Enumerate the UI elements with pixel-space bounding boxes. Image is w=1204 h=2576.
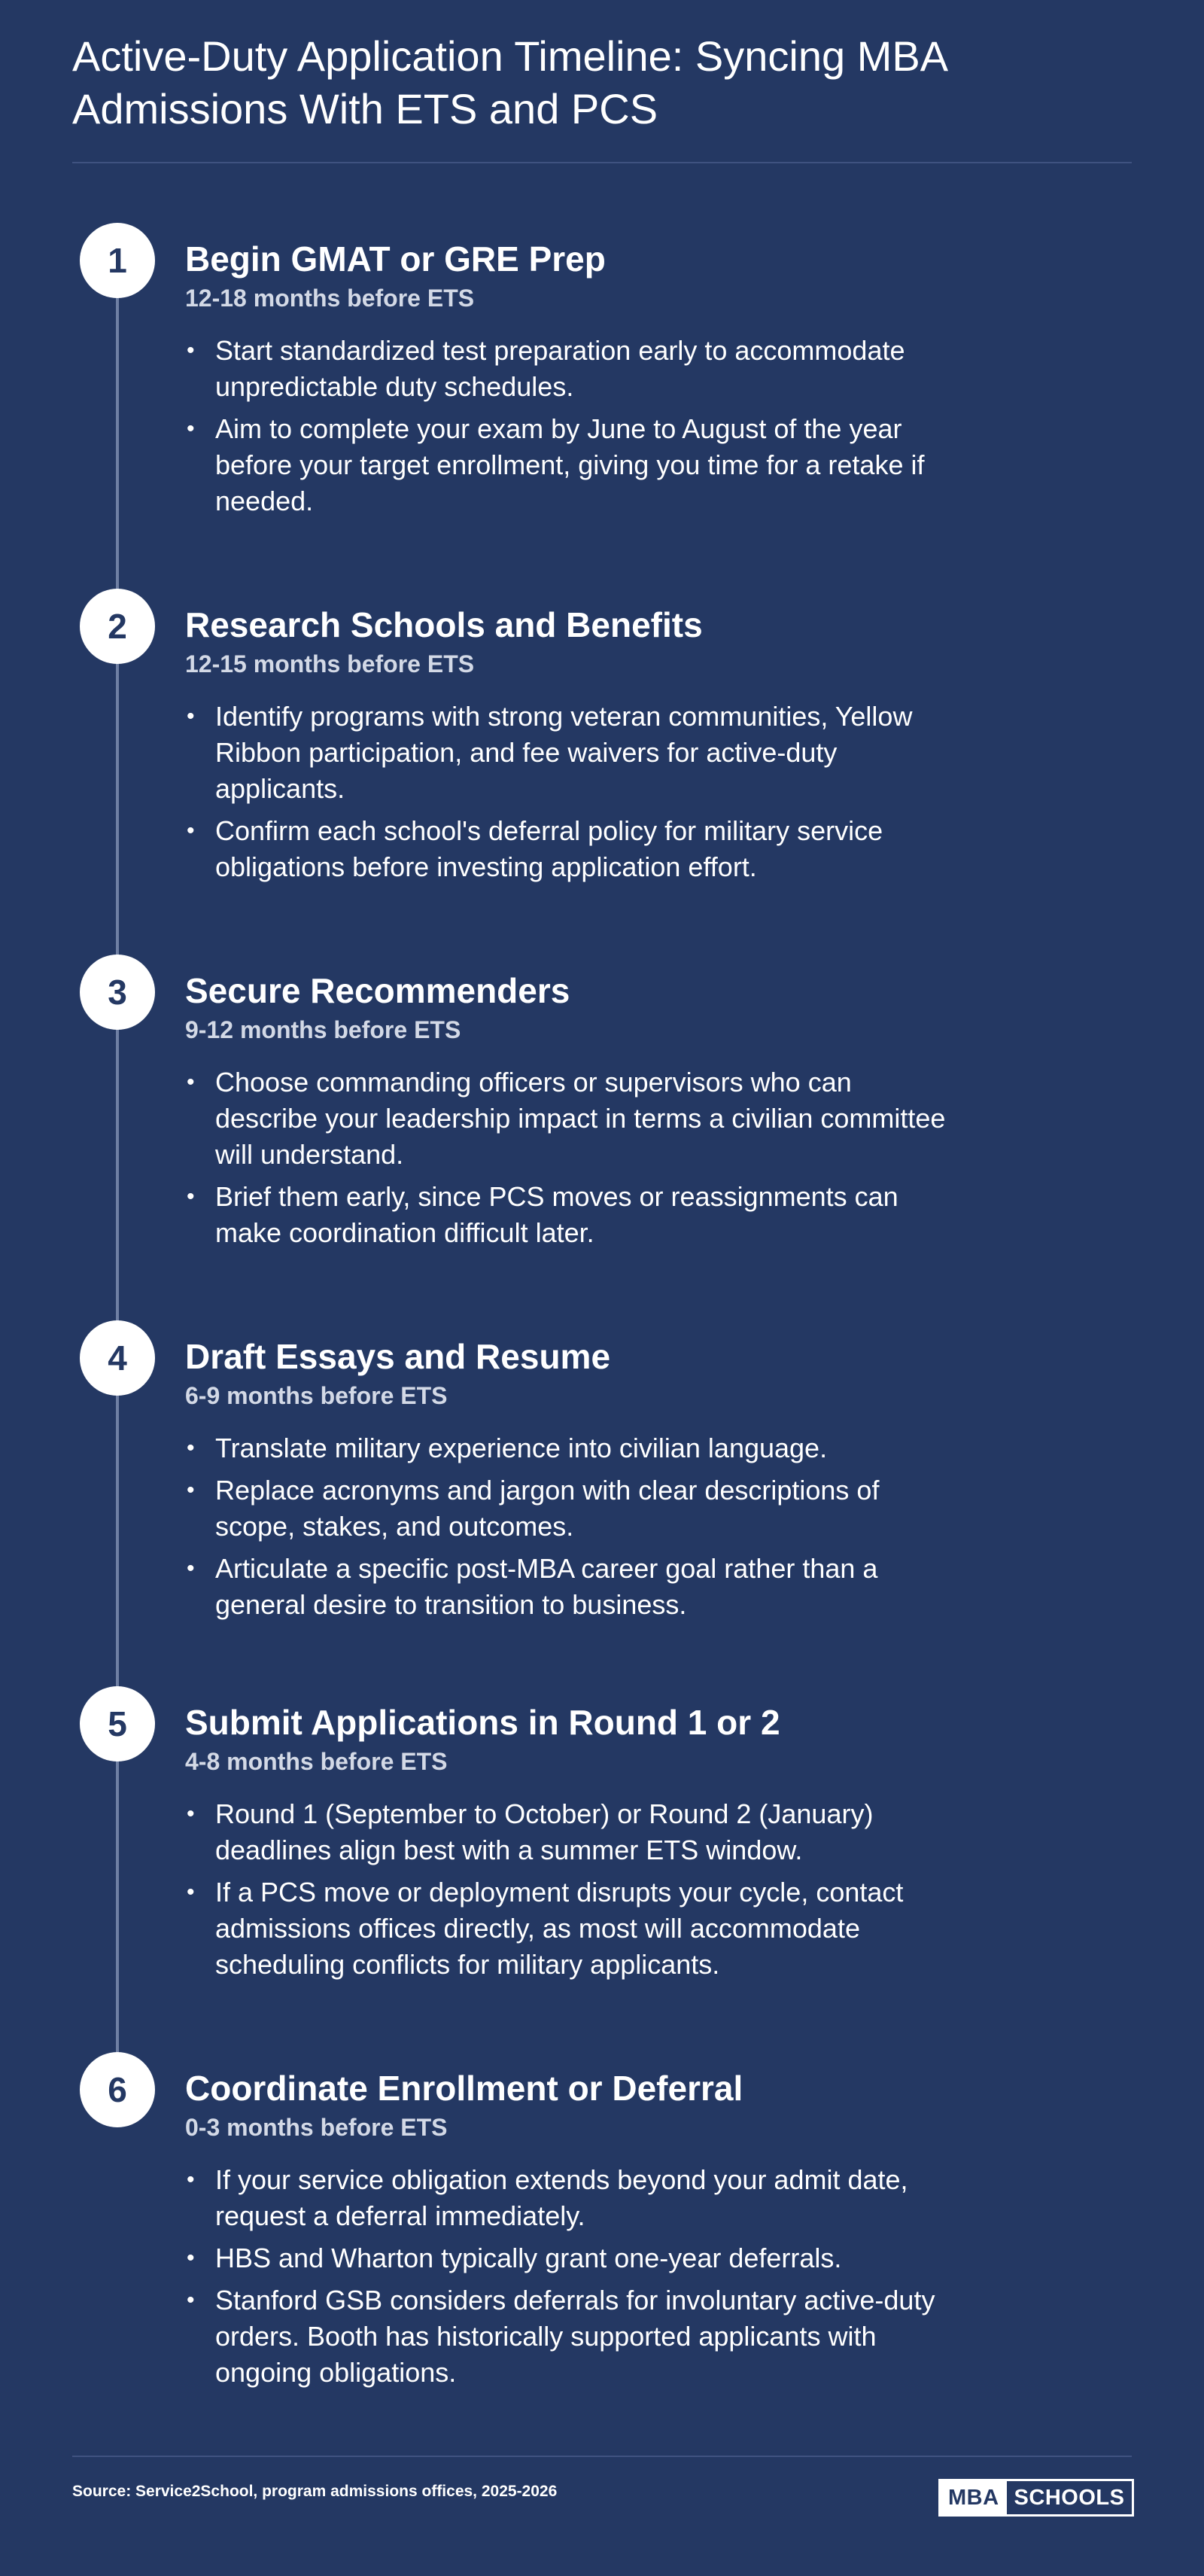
step-timing: 4-8 months before ETS — [185, 1748, 448, 1775]
step-bullet: • Round 1 (September to October) or Round 2 (January) deadlines align best with a summer ETS window. — [185, 1796, 953, 1868]
step-bullet: • Confirm each school's deferral policy for military service obligations before investing application effort. — [185, 813, 953, 885]
step-timing: 12-15 months before ETS — [185, 650, 475, 677]
step-title: Begin GMAT or GRE Prep — [185, 239, 606, 279]
mba-schools-logo — [938, 2479, 1134, 2517]
step-bullet: • Replace acronyms and jargon with clear descriptions of scope, stakes, and outcomes. — [185, 1472, 953, 1545]
step-bullet-list — [185, 1430, 953, 1629]
page-title: Active-Duty Application Timeline: Syncing MBA Admissions With ETS and PCS — [72, 32, 946, 132]
step-number-circle: 3 — [80, 955, 155, 1030]
step-number-circle: 6 — [80, 2052, 155, 2127]
step-bullet: • HBS and Wharton typically grant one-year deferrals. — [185, 2240, 953, 2276]
step-bullet: • Articulate a specific post-MBA career goal rather than a general desire to transition to business. — [185, 1551, 953, 1623]
step-bullet: • If your service obligation extends beyond your admit date, request a deferral immediately. — [185, 2162, 953, 2234]
step-timing: 6-9 months before ETS — [185, 1382, 448, 1409]
step-bullet: • Identify programs with strong veteran communities, Yellow Ribbon participation, and fee waivers for active-duty applicants. — [185, 699, 953, 807]
step-number-circle: 1 — [80, 223, 155, 298]
step-bullet: • Choose commanding officers or supervisors who can describe your leadership impact in terms a civilian committee will understand. — [185, 1064, 953, 1173]
step-number-circle: 5 — [80, 1686, 155, 1761]
step-bullet-list — [185, 1796, 953, 1989]
source-note: Source: Service2School, program admissions offices, 2025-2026 — [72, 2483, 558, 2500]
timeline-line — [116, 260, 119, 2090]
header-divider — [72, 162, 1132, 163]
step-bullet: • If a PCS move or deployment disrupts your cycle, contact admissions offices directly, as most will accommodate scheduling conflicts for military applicants. — [185, 1874, 953, 1983]
step-title: Secure Recommenders — [185, 971, 570, 1010]
step-bullet: • Stanford GSB considers deferrals for involuntary active-duty orders. Booth has historically supported applicants with ongoing obligations. — [185, 2282, 953, 2391]
step-title: Research Schools and Benefits — [185, 605, 703, 644]
logo-mba-text: MBA — [941, 2481, 1007, 2514]
step-bullet-list — [185, 1064, 953, 1257]
step-number-circle: 4 — [80, 1320, 155, 1396]
step-bullet: • Translate military experience into civilian language. — [185, 1430, 953, 1466]
step-timing: 0-3 months before ETS — [185, 2114, 448, 2141]
step-title: Draft Essays and Resume — [185, 1337, 611, 1376]
logo-schools-text: SCHOOLS — [1007, 2481, 1133, 2514]
step-title: Coordinate Enrollment or Deferral — [185, 2069, 743, 2108]
footer-divider — [72, 2456, 1132, 2457]
step-bullet-list — [185, 2162, 953, 2397]
step-timing: 9-12 months before ETS — [185, 1016, 461, 1043]
step-bullet: • Start standardized test preparation early to accommodate unpredictable duty schedules. — [185, 333, 953, 405]
step-timing: 12-18 months before ETS — [185, 285, 475, 312]
step-bullet: • Brief them early, since PCS moves or reassignments can make coordination difficult later. — [185, 1179, 953, 1251]
step-title: Submit Applications in Round 1 or 2 — [185, 1703, 780, 1742]
step-number-circle: 2 — [80, 589, 155, 664]
step-bullet-list — [185, 333, 953, 525]
step-bullet: • Aim to complete your exam by June to August of the year before your target enrollment, giving you time for a retake if needed. — [185, 411, 953, 519]
step-bullet-list — [185, 699, 953, 891]
